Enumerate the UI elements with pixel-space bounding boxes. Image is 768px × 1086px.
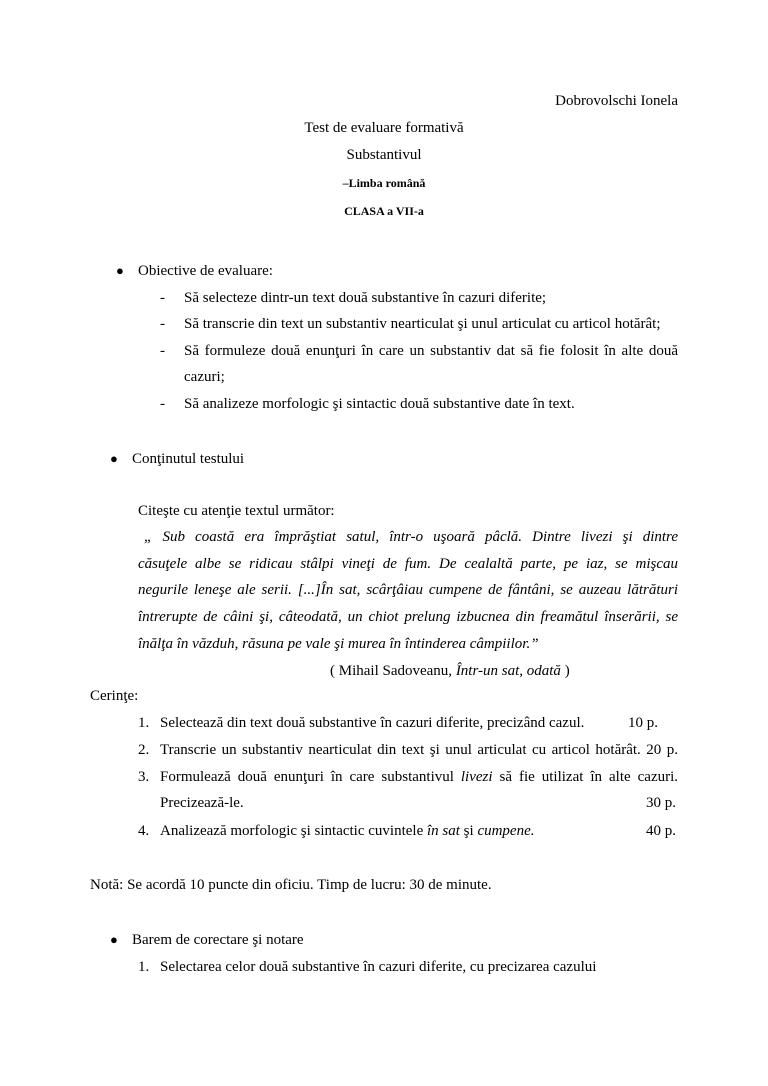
title-line-4: CLASA a VII-a bbox=[344, 204, 424, 218]
bullet-icon: ● bbox=[110, 451, 118, 466]
quoted-text-line: căsuţele albe se ridicau stâlpi vineţi de fum. De cealaltă parte, pe iaz, se mişcau bbox=[138, 556, 678, 572]
requirement-text-post: să fie utilizat în alte cazuri. bbox=[492, 769, 679, 785]
requirement-number: 2. bbox=[138, 742, 150, 758]
reading-instruction: Citeşte cu atenţie textul următor: bbox=[138, 503, 335, 519]
requirement-points: 30 p. bbox=[646, 795, 676, 811]
objective-item: Să selecteze dintr-un text două substantive în cazuri diferite; bbox=[184, 290, 547, 306]
requirement-text: Transcrie un substantiv nearticulat din text şi unul articulat cu articol hotărât. 20 p. bbox=[160, 742, 678, 758]
requirement-text-mid: şi bbox=[459, 823, 478, 839]
requirement-text bbox=[160, 769, 678, 786]
requirement-text-continuation: Precizează-le. bbox=[160, 795, 244, 811]
title-line-3: –Limba română bbox=[342, 176, 426, 190]
requirement-text-pre: Formulează două enunţuri în care substantivul bbox=[160, 769, 461, 785]
bullet-icon: ● bbox=[110, 932, 118, 947]
quoted-text-line: întrerupte de câini şi, câteodată, un chiot prelung izbucnea din freamătul înserării, se bbox=[138, 609, 678, 625]
requirement-number: 4. bbox=[138, 823, 150, 839]
requirement-text: Selectează din text două substantive în cazuri diferite, precizând cazul. bbox=[160, 715, 585, 731]
requirement-points: 40 p. bbox=[646, 823, 676, 839]
quoted-text-line: înălţa în văzduh, răsuna pe vale şi murea în întinderea câmpiilor.” bbox=[138, 636, 539, 652]
objectives-heading: Obiective de evaluare: bbox=[138, 263, 273, 279]
quoted-text-line: negurile leneşe ale serii. [...]În sat, scârţâiau cumpene de fântâni, se auzeau lătrături bbox=[138, 582, 678, 598]
author-name: Dobrovolschi Ionela bbox=[555, 93, 678, 109]
objective-item: Să transcrie din text un substantiv nearticulat şi unul articulat cu articol hotărât; bbox=[184, 316, 661, 332]
requirement-text-pre: Analizează morfologic şi sintactic cuvintele bbox=[160, 823, 427, 839]
requirements-heading: Cerinţe: bbox=[90, 688, 139, 704]
title-line-1: Test de evaluare formativă bbox=[304, 120, 464, 136]
quoted-text-line: „ Sub coastă era împrăştiat satul, într-o uşoară pâclă. Dintre livezi şi dintre bbox=[144, 529, 678, 545]
grading-number: 1. bbox=[138, 959, 150, 975]
grading-heading: Barem de corectare şi notare bbox=[132, 932, 304, 948]
requirement-keyword: în sat bbox=[426, 823, 460, 839]
requirement-number: 3. bbox=[138, 769, 150, 785]
note-text: Notă: Se acordă 10 puncte din oficiu. Timp de lucru: 30 de minute. bbox=[90, 877, 492, 893]
requirement-keyword: livezi bbox=[460, 769, 493, 785]
dash-icon: - bbox=[160, 343, 165, 359]
grading-text: Selectarea celor două substantive în cazuri diferite, cu precizarea cazului bbox=[160, 959, 597, 975]
objective-item: Să formuleze două enunţuri în care un substantiv dat să fie folosit în alte două bbox=[184, 343, 678, 359]
objective-item-continuation: cazuri; bbox=[184, 369, 225, 385]
requirement-number: 1. bbox=[138, 715, 150, 731]
objective-item: Să analizeze morfologic şi sintactic două substantive date în text. bbox=[184, 396, 575, 412]
text-source bbox=[330, 663, 570, 680]
title-line-2: Substantivul bbox=[346, 147, 422, 163]
requirement-text bbox=[160, 823, 535, 840]
source-title: Într-un sat, odată bbox=[455, 663, 561, 679]
bullet-icon: ● bbox=[116, 263, 124, 278]
content-heading: Conţinutul testului bbox=[132, 451, 245, 467]
dash-icon: - bbox=[160, 290, 165, 306]
source-end: ) bbox=[560, 663, 570, 679]
requirement-points: 10 p. bbox=[628, 715, 658, 731]
requirement-keyword: cumpene. bbox=[477, 823, 535, 839]
source-author: ( Mihail Sadoveanu, bbox=[330, 663, 456, 679]
dash-icon: - bbox=[160, 396, 165, 412]
dash-icon: - bbox=[160, 316, 165, 332]
